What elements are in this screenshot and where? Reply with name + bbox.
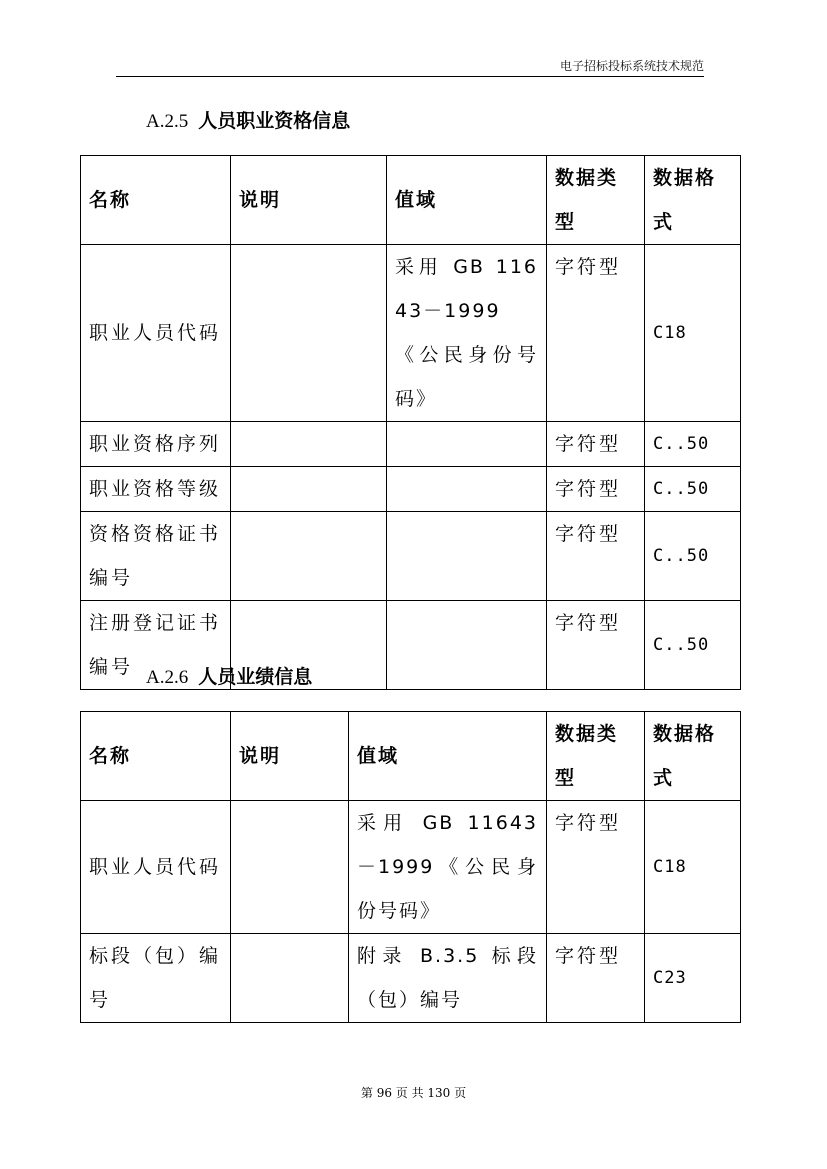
performance-table <box>80 711 741 1023</box>
section-title-a25 <box>146 108 350 135</box>
cell-name: 职业人员代码 <box>81 245 231 422</box>
table-row <box>81 422 741 467</box>
col-header-format: 数据格式 <box>645 712 741 801</box>
table-row <box>81 245 741 422</box>
col-header-name: 名称 <box>81 712 231 801</box>
header-divider <box>116 76 704 77</box>
table-header-row <box>81 156 741 245</box>
cell-type: 字符型 <box>547 801 645 934</box>
col-header-desc: 说明 <box>231 156 387 245</box>
col-header-desc: 说明 <box>231 712 349 801</box>
cell-format: C..50 <box>645 601 741 690</box>
cell-format: C23 <box>645 934 741 1023</box>
cell-type: 字符型 <box>547 467 645 512</box>
table-row <box>81 801 741 934</box>
cell-desc <box>231 245 387 422</box>
table-row <box>81 467 741 512</box>
cell-type: 字符型 <box>547 934 645 1023</box>
cell-type: 字符型 <box>547 245 645 422</box>
cell-desc <box>231 934 349 1023</box>
cell-domain: 采用 GB 11643－1999《公民身份号码》 <box>387 245 547 422</box>
col-header-format: 数据格式 <box>645 156 741 245</box>
col-header-type: 数据类型 <box>547 156 645 245</box>
cell-desc <box>231 467 387 512</box>
section-number: A.2.5 <box>146 111 189 132</box>
cell-domain <box>387 601 547 690</box>
table-header-row <box>81 712 741 801</box>
col-header-domain: 值域 <box>349 712 547 801</box>
cell-type: 字符型 <box>547 512 645 601</box>
cell-name: 注册登记证书编号 <box>81 601 231 690</box>
section-title-a26 <box>146 664 312 691</box>
cell-domain <box>387 422 547 467</box>
col-header-name: 名称 <box>81 156 231 245</box>
cell-domain <box>387 512 547 601</box>
cell-format: C..50 <box>645 467 741 512</box>
cell-desc <box>231 422 387 467</box>
cell-domain: 附录 B.3.5 标段（包）编号 <box>349 934 547 1023</box>
cell-name: 职业资格等级 <box>81 467 231 512</box>
col-header-domain: 值域 <box>387 156 547 245</box>
cell-desc <box>231 512 387 601</box>
col-header-type: 数据类型 <box>547 712 645 801</box>
section-heading: 人员职业资格信息 <box>198 110 351 132</box>
cell-name: 资格资格证书编号 <box>81 512 231 601</box>
cell-desc <box>231 801 349 934</box>
table-row <box>81 512 741 601</box>
table-row <box>81 934 741 1023</box>
page-number: 第 96 页 共 130 页 <box>360 1086 467 1100</box>
cell-name: 职业资格序列 <box>81 422 231 467</box>
qualification-table <box>80 155 741 690</box>
cell-format: C18 <box>645 801 741 934</box>
running-header: 电子招标投标系统技术规范 <box>559 59 704 73</box>
cell-type: 字符型 <box>547 422 645 467</box>
cell-name: 标段（包）编号 <box>81 934 231 1023</box>
cell-format: C..50 <box>645 422 741 467</box>
cell-name: 职业人员代码 <box>81 801 231 934</box>
cell-format: C18 <box>645 245 741 422</box>
cell-domain: 采用 GB 11643－1999《公民身份号码》 <box>349 801 547 934</box>
cell-domain <box>387 467 547 512</box>
section-number: A.2.6 <box>146 667 189 688</box>
section-heading: 人员业绩信息 <box>198 666 313 688</box>
cell-format: C..50 <box>645 512 741 601</box>
cell-type: 字符型 <box>547 601 645 690</box>
